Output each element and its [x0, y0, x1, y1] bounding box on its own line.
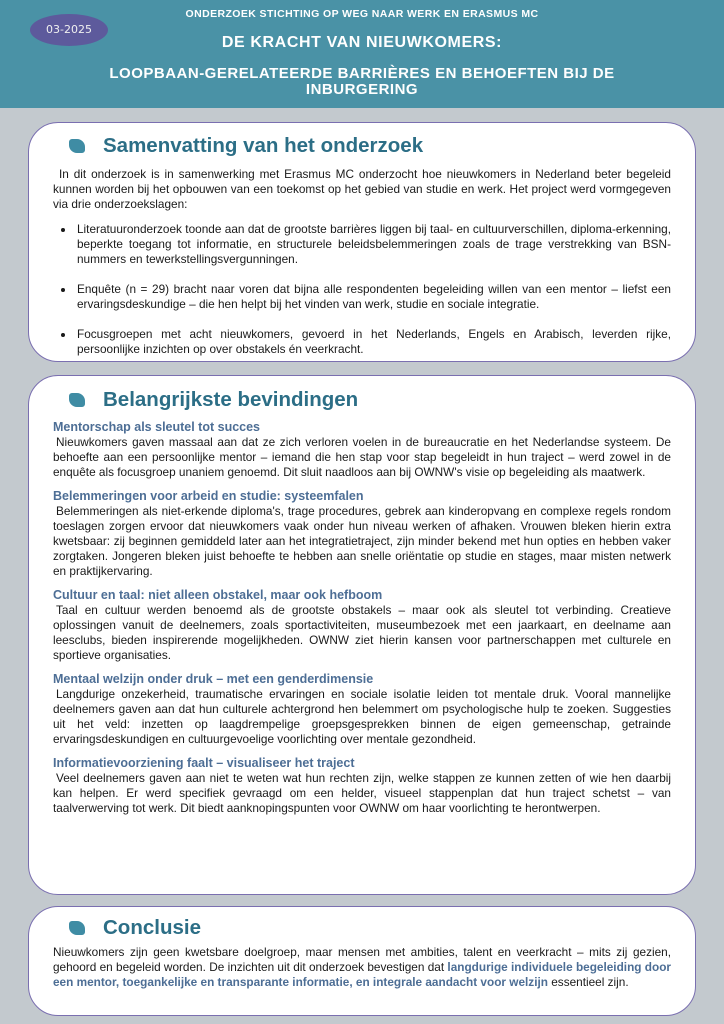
- finding-text: Taal en cultuur werden benoemd als de grootste obstakels – maar ook als sleutel tot verbinding. Creatieve oplossingen vanuit de deelnemers, zoals sportactiviteiten, museumbezoek met een jaarkaart, en deelname aan leesclubs, bieden inspirerende mogelijkheden. OWNW ziet hierin kansen voor partnerschappen met culturele en sportieve organisaties.: [53, 603, 671, 662]
- findings-heading: [69, 386, 671, 414]
- leaf-icon: [69, 921, 85, 935]
- header-title-line2: LOOPBAAN-GERELATEERDE BARRIÈRES EN BEHOEFTEN BIJ DE INBURGERING: [109, 65, 615, 98]
- finding-title: Mentorschap als sleutel tot succes: [53, 420, 261, 434]
- list-item: • Literatuuronderzoek toonde aan dat de grootste barrières liggen bij taal- en cultuurverschillen, diploma-erkenning, beperkte toegang tot informatie, en structurele beleidsbelemmeringen zoals de trage verstrekking van BSN-nummers en tewerkstellingsvergunningen.: [75, 222, 671, 267]
- finding-title: Belemmeringen voor arbeid en studie: systeemfalen: [53, 489, 364, 503]
- finding-text: Nieuwkomers gaven massaal aan dat ze zich verloren voelen in de bureaucratie en het Nederlandse systeem. De behoefte aan een persoonlijke mentor – iemand die hen stap voor stap begeleidt in hun traject – werd zowel in de enquête als focusgroep unaniem genoemd. Dit sluit naadloos aan bij OWNW's visie op begeleiding als maatwerk.: [53, 435, 671, 479]
- finding-text: Veel deelnemers gaven aan niet te weten wat hun rechten zijn, welke stappen ze kunnen zetten of wie hen daarbij kan helpen. Er werd specifiek gevraagd om een helder, visueel stappenplan dat hun traject schetst – van taalverwerving tot werk. Dit biedt aanknopingspunten voor OWNW om haar voorlichting te herontwerpen.: [53, 771, 671, 815]
- findings-card: [28, 375, 696, 895]
- finding-title: Cultuur en taal: niet alleen obstakel, maar ook hefboom: [53, 588, 383, 602]
- finding-section: [53, 756, 671, 816]
- findings-heading-text: Belangrijkste bevindingen: [103, 388, 359, 411]
- finding-section: [53, 672, 671, 747]
- date-badge: 03-2025: [30, 14, 108, 46]
- summary-heading: [69, 133, 671, 159]
- finding-title: Mentaal welzijn onder druk – met een genderdimensie: [53, 672, 374, 686]
- summary-card: [28, 122, 696, 362]
- finding-title: Informatievoorziening faalt – visualiseer het traject: [53, 756, 355, 770]
- finding-section: [53, 588, 671, 663]
- summary-list: [53, 222, 671, 357]
- summary-heading-text: Samenvatting van het onderzoek: [103, 134, 424, 157]
- conclusion-heading: [69, 913, 671, 943]
- conclusion-card: [28, 906, 696, 1016]
- conclusion-heading-text: Conclusie: [103, 916, 201, 939]
- conclusion-text-before: Nieuwkomers zijn geen kwetsbare doelgroep, maar mensen met ambities, talent en veerkracht – mits zij gezien, gehoord en begeleid worden. De inzichten uit dit onderzoek bevestigen dat: [53, 945, 671, 974]
- list-item: • Enquête (n = 29) bracht naar voren dat bijna alle respondenten begeleiding willen van een mentor – liefst een ervaringsdeskundige – die hen helpt bij het vinden van werk, studie en sociale integratie.: [75, 282, 671, 312]
- conclusion-text: [53, 945, 671, 990]
- header-subtitle: ONDERZOEK STICHTING OP WEG NAAR WERK EN ERASMUS MC: [185, 8, 539, 20]
- finding-text: Belemmeringen als niet-erkende diploma's, trage procedures, gebrek aan kinderopvang en complexe regels rondom toeslagen zorgen ervoor dat nieuwkomers vaak onder hun niveau werken of afhaken. Vrouwen bleken hierin extra kwetsbaar: zij beginnen gemiddeld later aan het integratietraject, zijn minder bekend met hun opties en hebben vaker zorgtaken. Jongeren bleken juist behoefte te hebben aan snelle oriëntatie op studie en stages, maar misten netwerk en praktijkervaring.: [53, 504, 671, 578]
- summary-intro: In dit onderzoek is in samenwerking met Erasmus MC onderzocht hoe nieuwkomers in Nederland beter begeleid kunnen worden bij het opbouwen van een toekomst op het gebied van studie en werk. Het project werd vormgegeven via drie onderzoekslagen:: [53, 167, 671, 211]
- leaf-icon: [69, 393, 85, 407]
- finding-section: [53, 420, 671, 480]
- leaf-icon: [69, 139, 85, 153]
- conclusion-text-after: essentieel zijn.: [547, 975, 629, 989]
- header-title: DE KRACHT VAN NIEUWKOMERS:: [221, 34, 503, 51]
- finding-text: Langdurige onzekerheid, traumatische ervaringen en sociale isolatie leiden tot mentale druk. Vooral mannelijke deelnemers gaven aan dat hun culturele achtergrond hen belemmert om psychologische hulp te zoeken. Suggesties uit het veld: inzetten op laagdrempelige groepsgesprekken binnen de eigen gemeenschap, getrainde ervaringsdeskundigen en cultuurgevoelige voorlichting over mentale gezondheid.: [53, 687, 671, 746]
- conclusion-highlight: langdurige individuele begeleiding door een mentor, toegankelijke en transparante informatie, en integrale aandacht voor welzijn: [53, 960, 671, 989]
- finding-section: [53, 489, 671, 579]
- list-item: • Focusgroepen met acht nieuwkomers, gevoerd in het Nederlands, Engels en Arabisch, leverden rijke, persoonlijke inzichten op over obstakels én veerkracht.: [75, 327, 671, 357]
- header-banner: [0, 0, 724, 108]
